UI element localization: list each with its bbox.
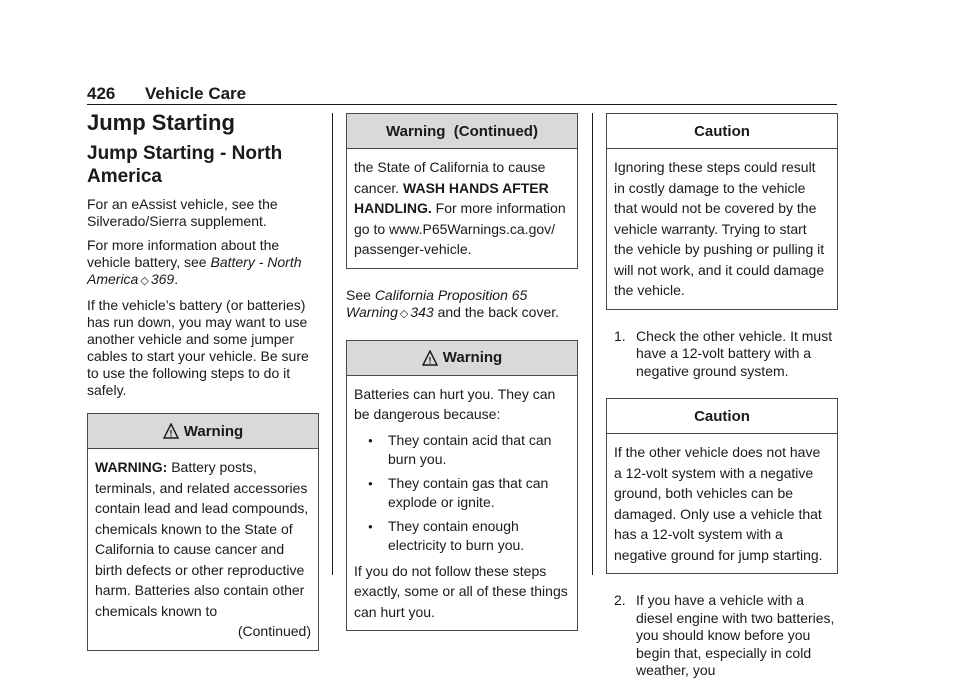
caution-heading: Caution: [607, 114, 837, 149]
column-divider-2: [592, 113, 593, 575]
column-3: [606, 113, 838, 698]
warning-box: [87, 413, 319, 651]
step-number: 1.: [614, 327, 626, 344]
warning-body-text: Battery posts, terminals, and related accessories contain lead and lead compounds, chemicals known to the State of California to cause cancer and birth defects or other reproductive harm. Batteries also contain other chemicals known to: [95, 459, 309, 619]
step-1: [606, 328, 838, 381]
caution-box-2: [606, 398, 838, 574]
warning-icon: [163, 423, 179, 439]
hazard-text: They contain acid that can burn you.: [388, 431, 552, 467]
section-heading: Jump Starting - North America: [87, 143, 283, 187]
bullet-icon: ●: [368, 435, 373, 445]
warning-lead: WARNING:: [95, 459, 168, 475]
paragraph-end: .: [174, 271, 179, 287]
warning-2-outro: If you do not follow these steps exactly, some or all of these things can hurt you.: [354, 562, 568, 620]
hazard-text: They contain enough electricity to burn you.: [388, 517, 525, 553]
warning-continued-body: [347, 149, 577, 268]
bullet-icon: ●: [368, 478, 373, 488]
paragraph-battery-info: [87, 237, 319, 290]
xref-battery-link[interactable]: Battery - North America: [87, 254, 302, 287]
list-item: [354, 517, 570, 555]
column-divider-1: [332, 113, 333, 575]
step-text: If you have a vehicle with a diesel engine with two batteries, you should know before you begin that, especially in cold weather, you: [636, 592, 835, 678]
warning-box-header: [88, 414, 318, 449]
paragraph-eassist: For an eAssist vehicle, see the Silverado/Sierra supplement.: [87, 196, 278, 229]
hazard-list: [354, 431, 570, 555]
warning-continued-text-1: the State of California to cause cancer.: [354, 159, 546, 196]
list-item: [354, 431, 570, 469]
svg-text:!: !: [169, 428, 173, 439]
continued-label: (Continued): [237, 623, 311, 639]
hazard-text: They contain gas that can explode or ignite.: [388, 474, 549, 510]
step-text: Check the other vehicle. It must have a 12-volt battery with a negative ground system.: [636, 327, 833, 379]
warning-continued-text-2: For more information go to www.P65Warnings.ca.gov/ passenger-vehicle.: [354, 200, 566, 257]
xref-prop65-link[interactable]: California Proposition 65 Warning: [346, 286, 528, 320]
paragraph-text: For more information about the vehicle battery, see: [87, 237, 280, 270]
warning-continued-header: Warning (Continued): [347, 114, 577, 149]
page-title: Jump Starting: [87, 110, 235, 135]
page-ref-arrow-icon: ◇: [140, 275, 149, 287]
warning-2-intro: Batteries can hurt you. They can be dangerous because:: [354, 385, 556, 422]
caution-text: Ignoring these steps could result in costly damage to the vehicle that would not be covered by the vehicle warranty. Trying to start the vehicle by pushing or pulling it will not work, and it could damage the vehicle.: [614, 159, 825, 298]
warning-heading: Warning: [183, 422, 244, 440]
warning-text: [95, 457, 311, 621]
warning-continued-box: [346, 113, 578, 269]
xref-battery-page[interactable]: 369: [150, 271, 175, 287]
svg-text:!: !: [428, 355, 432, 365]
see-reference: [346, 287, 578, 323]
list-item: [354, 474, 570, 512]
paragraph-run-down: If the vehicle’s battery (or batteries) has run down, you may want to use another vehicle and some jumper cables to start your vehicle. Be sure to use the following steps to do it safely.: [87, 297, 309, 398]
column-2: [346, 113, 578, 631]
caution-body: [607, 149, 837, 309]
caution-2-text: If the other vehicle does not have a 12-volt system with a negative ground, both vehicles can be damaged. Only use a vehicle that has a 12-volt system with a negative ground for jump starting.: [614, 444, 823, 563]
caution-2-heading: Caution: [607, 399, 837, 434]
section-title: Vehicle Care: [145, 84, 247, 103]
step-number: 2.: [614, 592, 626, 608]
see-text: See: [346, 286, 375, 303]
wash-hands-emphasis: WASH HANDS AFTER HANDLING.: [354, 179, 549, 216]
warning-box-body: [88, 449, 318, 650]
warning-box-2-body: [347, 376, 577, 631]
step-2: [606, 592, 838, 680]
warning-box-2: [346, 340, 578, 632]
caution-box: [606, 113, 838, 310]
warning-box-2-header: [347, 341, 577, 376]
warning-icon: [422, 350, 438, 366]
page-ref-arrow-icon: ◇: [399, 307, 409, 320]
see-end: and the back cover.: [433, 303, 560, 320]
warning-continued-text: [354, 157, 570, 260]
column-1: [87, 110, 319, 651]
header-rule: [87, 104, 837, 105]
warning-2-heading: Warning: [442, 349, 503, 366]
bullet-icon: ●: [368, 521, 373, 531]
page-number: 426: [87, 84, 116, 103]
xref-prop65-page[interactable]: 343: [410, 303, 434, 320]
caution-2-body: [607, 434, 837, 573]
